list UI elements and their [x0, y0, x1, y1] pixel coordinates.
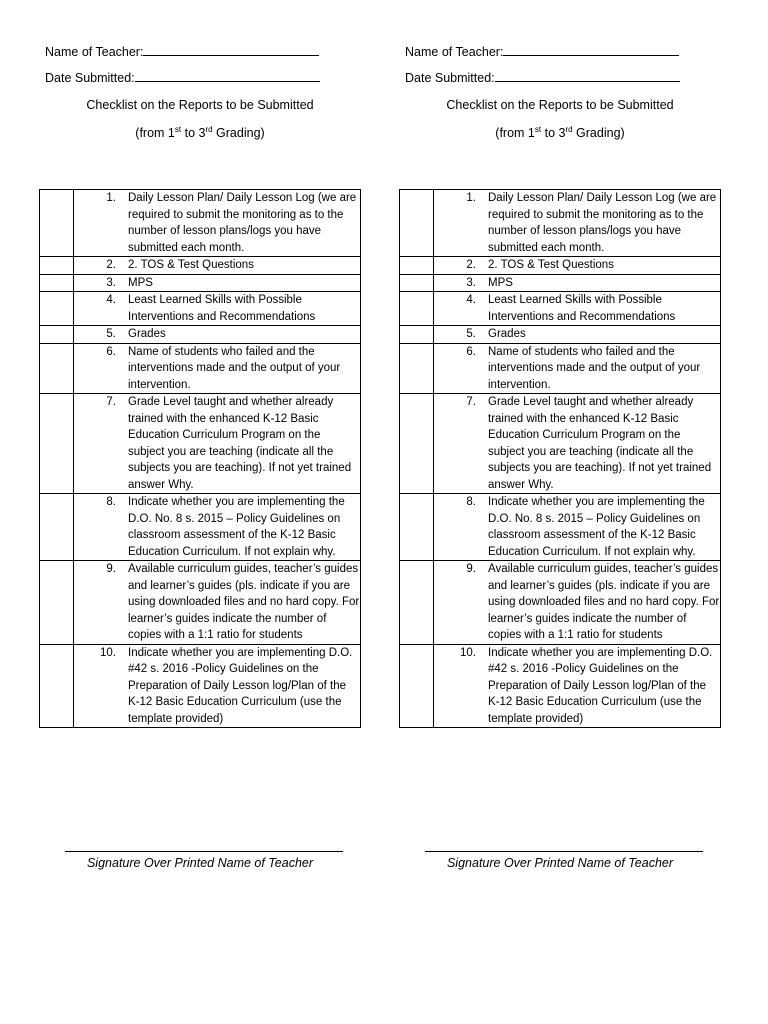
signature-line[interactable]: [65, 851, 343, 852]
item-number: 1.: [466, 192, 476, 204]
checklist-item-cell: [74, 394, 361, 494]
checklist-row: [400, 561, 721, 645]
check-box-cell[interactable]: [40, 494, 74, 561]
check-box-cell[interactable]: [400, 326, 434, 344]
checklist-table: [399, 189, 721, 728]
checklist-item-cell: [74, 292, 361, 326]
item-number: 4.: [466, 294, 476, 306]
check-box-cell[interactable]: [400, 394, 434, 494]
check-box-cell[interactable]: [40, 561, 74, 645]
date-submitted-blank[interactable]: [495, 69, 680, 82]
checklist-item-cell: [74, 257, 361, 275]
checklist-row: [400, 257, 721, 275]
checklist-row: [400, 494, 721, 561]
checklist-row: [400, 326, 721, 344]
item-text: Grades: [488, 328, 526, 340]
check-box-cell[interactable]: [40, 190, 74, 257]
check-box-cell[interactable]: [400, 257, 434, 275]
item-number: 8.: [106, 496, 116, 508]
signature-caption: Signature Over Printed Name of Teacher: [86, 856, 314, 870]
checklist-item-cell: [74, 190, 361, 257]
checklist-row: [40, 190, 361, 257]
checklist-row: [40, 494, 361, 561]
item-text: Grade Level taught and whether already trained with the enhanced K-12 Basic Education Curriculum Program on the subject you are teaching (indicate all the subjects you are teaching). If not yet trained answer Why.: [488, 396, 712, 491]
checklist-item-cell: [74, 343, 361, 394]
item-text: Least Learned Skills with Possible Interventions and Recommendations: [128, 294, 316, 323]
item-text: Indicate whether you are implementing the D.O. No. 8 s. 2015 – Policy Guidelines on classroom assessment of the K-12 Basic Education Curriculum. If not explain why.: [128, 496, 345, 558]
checklist-row: [40, 394, 361, 494]
item-text: MPS: [128, 276, 153, 289]
check-box-cell[interactable]: [400, 190, 434, 257]
checklist-item-cell: [74, 561, 361, 645]
checklist-item-cell: [434, 561, 721, 645]
checklist-item-cell: [434, 190, 721, 257]
item-number: 5.: [106, 328, 116, 340]
date-submitted-label: Date Submitted:: [45, 71, 135, 85]
checklist-item-cell: [434, 394, 721, 494]
checklist-row: [40, 274, 361, 292]
checklist-item-cell: [434, 292, 721, 326]
item-text: Daily Lesson Plan/ Daily Lesson Log (we are required to submit the monitoring as to the number of lesson plans/logs you have submitted each month.: [488, 192, 717, 254]
check-box-cell[interactable]: [400, 274, 434, 292]
item-text: Grade Level taught and whether already trained with the enhanced K-12 Basic Education Curriculum Program on the subject you are teaching (indicate all the subjects you are teaching). If not yet trained answer Why.: [128, 396, 352, 491]
checklist-row: [400, 292, 721, 326]
signature-caption: Signature Over Printed Name of Teacher: [446, 856, 674, 870]
item-number: 6.: [466, 345, 476, 358]
item-number: 3.: [466, 276, 476, 289]
checklist-table: [39, 189, 361, 728]
check-box-cell[interactable]: [40, 343, 74, 394]
item-text: Name of students who failed and the interventions made and the output of your intervention.: [488, 345, 701, 391]
checklist-row: [40, 326, 361, 344]
item-number: 2.: [106, 259, 116, 271]
checklist-row: [400, 394, 721, 494]
checklist-row: [400, 190, 721, 257]
check-box-cell[interactable]: [40, 644, 74, 728]
checklist-item-cell: [434, 644, 721, 728]
check-box-cell[interactable]: [40, 326, 74, 344]
item-number: 7.: [466, 396, 476, 408]
date-submitted-blank[interactable]: [135, 69, 320, 82]
checklist-row: [40, 644, 361, 728]
check-box-cell[interactable]: [40, 274, 74, 292]
check-box-cell[interactable]: [400, 292, 434, 326]
checklist-row: [40, 561, 361, 645]
teacher-name-field[interactable]: [45, 43, 319, 60]
item-text: Indicate whether you are implementing D.O. #42 s. 2016 -Policy Guidelines on the Preparation of Daily Lesson log/Plan of the K-12 Basic Education Curriculum (use the template provided): [488, 646, 713, 725]
checklist-item-cell: [434, 257, 721, 275]
checklist-row: [400, 274, 721, 292]
checklist-row: [400, 343, 721, 394]
checklist-item-cell: [74, 644, 361, 728]
checklist-item-cell: [434, 494, 721, 561]
item-number: 2.: [466, 259, 476, 271]
date-submitted-label: Date Submitted:: [405, 71, 495, 85]
checklist-subtitle: (from 1st to 3rd Grading): [495, 124, 625, 140]
item-text: Grades: [128, 328, 166, 340]
item-number: 9.: [106, 563, 116, 575]
checklist-title: Checklist on the Reports to be Submitted: [86, 98, 314, 112]
item-number: 5.: [466, 328, 476, 340]
checklist-item-cell: [74, 326, 361, 344]
date-submitted-field[interactable]: [45, 69, 320, 86]
date-submitted-field[interactable]: [405, 69, 680, 86]
signature-line[interactable]: [425, 851, 703, 852]
check-box-cell[interactable]: [400, 343, 434, 394]
teacher-name-label: Name of Teacher:: [45, 45, 144, 59]
item-number: 1.: [106, 192, 116, 204]
item-number: 10.: [100, 646, 116, 659]
check-box-cell[interactable]: [40, 257, 74, 275]
checklist-item-cell: [74, 274, 361, 292]
check-box-cell[interactable]: [400, 494, 434, 561]
item-text: Available curriculum guides, teacher’s guides and learner’s guides (pls. indicate if you are using downloaded files and no hard copy. For learner’s guides indicate the number of copies with a 1:1 ratio for students: [128, 563, 360, 641]
check-box-cell[interactable]: [400, 644, 434, 728]
checklist-subtitle: (from 1st to 3rd Grading): [135, 124, 265, 140]
item-text: MPS: [488, 276, 513, 289]
item-text: Name of students who failed and the interventions made and the output of your intervention.: [128, 345, 341, 391]
item-text: 2. TOS & Test Questions: [488, 259, 614, 271]
checklist-row: [40, 343, 361, 394]
item-text: Least Learned Skills with Possible Interventions and Recommendations: [488, 294, 676, 323]
item-text: Daily Lesson Plan/ Daily Lesson Log (we are required to submit the monitoring as to the number of lesson plans/logs you have submitted each month.: [128, 192, 357, 254]
check-box-cell[interactable]: [40, 292, 74, 326]
checklist-item-cell: [74, 494, 361, 561]
item-number: 7.: [106, 396, 116, 408]
checklist-row: [400, 644, 721, 728]
checklist-item-cell: [434, 274, 721, 292]
item-text: 2. TOS & Test Questions: [128, 259, 254, 271]
check-box-cell[interactable]: [400, 561, 434, 645]
item-number: 10.: [460, 646, 476, 659]
checklist-item-cell: [434, 343, 721, 394]
teacher-name-blank[interactable]: [503, 43, 679, 56]
checklist-form-left: [39, 0, 361, 1024]
item-number: 9.: [466, 563, 476, 575]
item-text: Available curriculum guides, teacher’s guides and learner’s guides (pls. indicate if you are using downloaded files and no hard copy. For learner’s guides indicate the number of copies with a 1:1 ratio for students: [488, 563, 720, 641]
teacher-name-blank[interactable]: [143, 43, 319, 56]
item-number: 4.: [106, 294, 116, 306]
checklist-row: [40, 292, 361, 326]
teacher-name-field[interactable]: [405, 43, 679, 60]
checklist-item-cell: [434, 326, 721, 344]
item-number: 8.: [466, 496, 476, 508]
item-text: Indicate whether you are implementing the D.O. No. 8 s. 2015 – Policy Guidelines on classroom assessment of the K-12 Basic Education Curriculum. If not explain why.: [488, 496, 705, 558]
item-text: Indicate whether you are implementing D.O. #42 s. 2016 -Policy Guidelines on the Preparation of Daily Lesson log/Plan of the K-12 Basic Education Curriculum (use the template provided): [128, 646, 353, 725]
checklist-row: [40, 257, 361, 275]
checklist-title: Checklist on the Reports to be Submitted: [446, 98, 674, 112]
check-box-cell[interactable]: [40, 394, 74, 494]
checklist-form-right: [399, 0, 721, 1024]
teacher-name-label: Name of Teacher:: [405, 45, 504, 59]
item-number: 3.: [106, 276, 116, 289]
item-number: 6.: [106, 345, 116, 358]
